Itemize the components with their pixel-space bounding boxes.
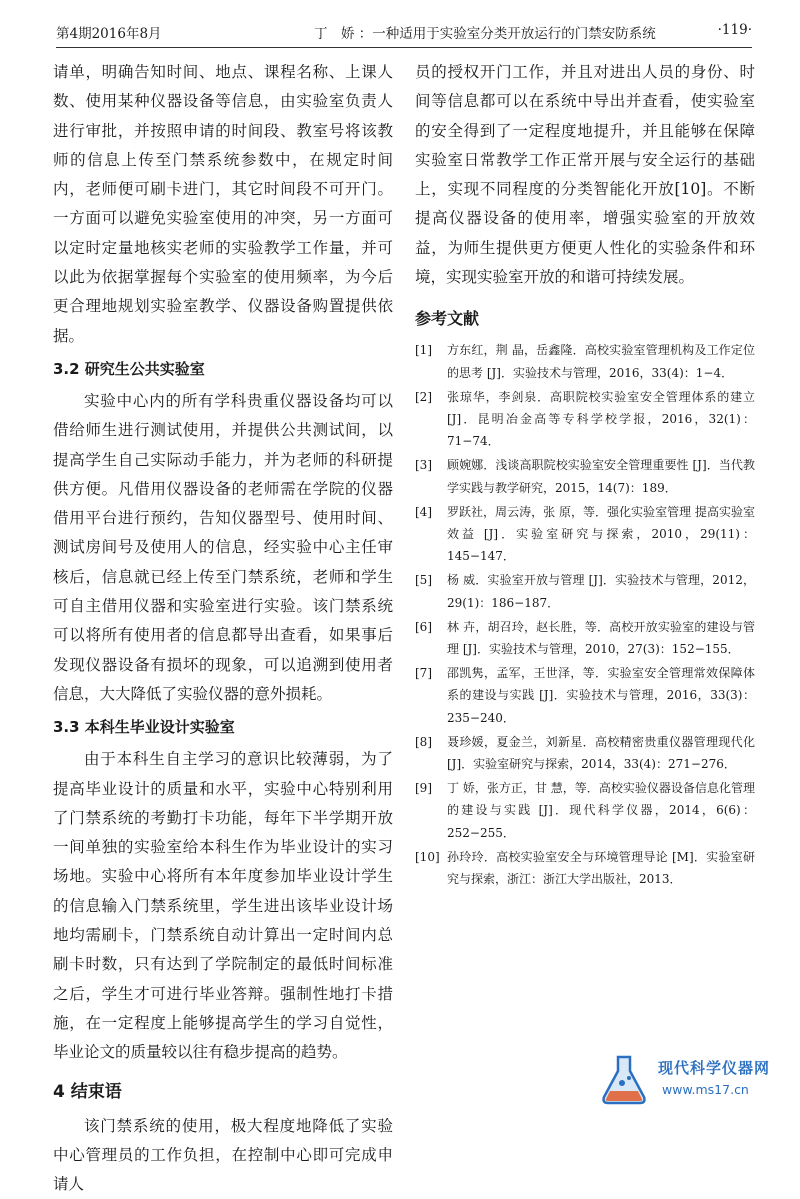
reference-text: 丁 娇，张方正，甘 慧，等．高校实验仪器设备信息化管理的建设与实践 [J]．现代科学仪器，2014，6(6)：252−255．: [447, 781, 755, 839]
left-column: [53, 58, 393, 1199]
issue-label: 第4期2016年8月: [56, 22, 162, 42]
reference-item: [415, 386, 755, 453]
reference-number: [9]: [415, 777, 432, 799]
reference-number: [10]: [415, 846, 440, 868]
reference-item: [415, 501, 755, 568]
reference-text: 方东红，荆 晶，岳鑫隆．高校实验室管理机构及工作定位的思考 [J]．实验技术与管理，2016，33(4)：1−4．: [447, 343, 755, 379]
section-4-body: 该门禁系统的使用，极大程度地降低了实验中心管理员的工作负担，在控制中心即可完成申请人: [53, 1112, 393, 1199]
flask-logo-icon: [596, 1051, 652, 1107]
reference-number: [4]: [415, 501, 432, 523]
section-4-heading: 4 结束语: [53, 1082, 393, 1102]
references-list: [415, 339, 755, 890]
site-watermark: [596, 1049, 786, 1109]
reference-text: 聂珍媛，夏金兰，刘新星．高校精密贵重仪器管理现代化 [J]．实验室研究与探索，2014，33(4)：271−276．: [447, 735, 755, 771]
reference-item: [415, 454, 755, 498]
reference-number: [1]: [415, 339, 432, 361]
reference-number: [2]: [415, 386, 432, 408]
right-column: [415, 58, 755, 892]
reference-number: [3]: [415, 454, 432, 476]
watermark-name: 现代科学仪器网: [658, 1057, 770, 1078]
reference-text: 罗跃社，周云涛，张 原，等．强化实验室管理 提高实验室效益 [J]．实验室研究与探索，2010，29(11)：145−147．: [447, 505, 755, 563]
reference-text: 邵凯隽，孟军，王世泽，等．实验室安全管理常效保障体系的建设与实践 [J]．实验技术与管理，2016，33(3)：235−240．: [447, 666, 755, 724]
reference-item: [415, 846, 755, 890]
section-3-3-heading: 3.3 本科生毕业设计实验室: [53, 717, 393, 737]
running-header: [56, 22, 752, 44]
reference-item: [415, 339, 755, 383]
section-3-2-heading: 3.2 研究生公共实验室: [53, 359, 393, 379]
reference-text: 孙玲玲．高校实验室安全与环境管理导论 [M]．实验室研究与探索，浙江：浙江大学出版社，2013．: [447, 850, 755, 886]
reference-number: [8]: [415, 731, 432, 753]
reference-text: 张琼华，李剑泉．高职院校实验室安全管理体系的建立 [J]．昆明冶金高等专科学校学报，2016，32(1)：71−74．: [447, 390, 755, 448]
reference-text: 顾婉娜．浅谈高职院校实验室安全管理重要性 [J]．当代教学实践与教学研究，2015，14(7)：189．: [447, 458, 755, 494]
page-number: ·119·: [718, 22, 752, 38]
reference-text: 杨 威．实验室开放与管理 [J]．实验技术与管理，2012，29(1)：186−187．: [447, 573, 755, 609]
reference-number: [7]: [415, 662, 432, 684]
continued-paragraph: 员的授权开门工作，并且对进出人员的身份、时间等信息都可以在系统中导出并查看，使实验室的安全得到了一定程度地提升，并且能够在保障实验室日常教学工作正常开展与安全运行的基础上，实现不同程度的分类智能化开放[10]。不断提高仪器设备的使用率，增强实验室的开放效益，为师生提供更方便更人性化的实验条件和环境，实现实验室开放的和谐可持续发展。: [415, 58, 755, 292]
reference-item: [415, 569, 755, 613]
running-title: 丁 娇 ：一种适用于实验室分类开放运行的门禁安防系统: [314, 22, 656, 42]
reference-item: [415, 731, 755, 775]
header-rule: [56, 47, 752, 48]
intro-paragraph: 请单，明确告知时间、地点、课程名称、上课人数、使用某种仪器设备等信息，由实验室负责人进行审批，并按照申请的时间段、教室号将该教师的信息上传至门禁系统参数中，在规定时间内，老师便可刷卡进门，其它时间段不可开门。一方面可以避免实验室使用的冲突，另一方面可以定时定量地核实老师的实验教学工作量，并可以此为依据掌握每个实验室的使用频率，为今后更合理地规划实验室教学、仪器设备购置提供依据。: [53, 58, 393, 351]
references-heading: 参考文献: [415, 306, 755, 329]
reference-item: [415, 777, 755, 844]
watermark-url: www.ms17.cn: [662, 1082, 749, 1097]
reference-item: [415, 616, 755, 660]
section-3-3-body: 由于本科生自主学习的意识比较薄弱，为了提高毕业设计的质量和水平，实验中心特别利用了门禁系统的考勤打卡功能，每年下半学期开放一间单独的实验室给本科生作为毕业设计的实习场地。实验中心将所有本年度参加毕业设计学生的信息输入门禁系统里，学生进出该毕业设计场地均需刷卡，门禁系统自动计算出一定时间内总刷卡时数，只有达到了学院制定的最低时间标准之后，学生才可进行毕业答辩。强制性地打卡措施，在一定程度上能够提高学生的学习自觉性，毕业论文的质量较以往有稳步提高的趋势。: [53, 745, 393, 1067]
reference-number: [6]: [415, 616, 432, 638]
section-3-2-body: 实验中心内的所有学科贵重仪器设备均可以借给师生进行测试使用，并提供公共测试间，以提高学生自己实际动手能力，并为老师的科研提供方便。凡借用仪器设备的老师需在学院的仪器借用平台进行预约，告知仪器型号、使用时间、测试房间号及使用人的信息，经实验中心主任审核后，信息就已经上传至门禁系统，老师和学生可自主借用仪器和实验室进行实验。该门禁系统可以将所有使用者的信息都导出查看，如果事后发现仪器设备有损坏的现象，可以追溯到使用者信息，大大降低了实验仪器的意外损耗。: [53, 387, 393, 709]
reference-item: [415, 662, 755, 729]
reference-number: [5]: [415, 569, 432, 591]
reference-text: 林 卉，胡召玲，赵长胜，等．高校开放实验室的建设与管理 [J]．实验技术与管理，2010，27(3)：152−155．: [447, 620, 755, 656]
